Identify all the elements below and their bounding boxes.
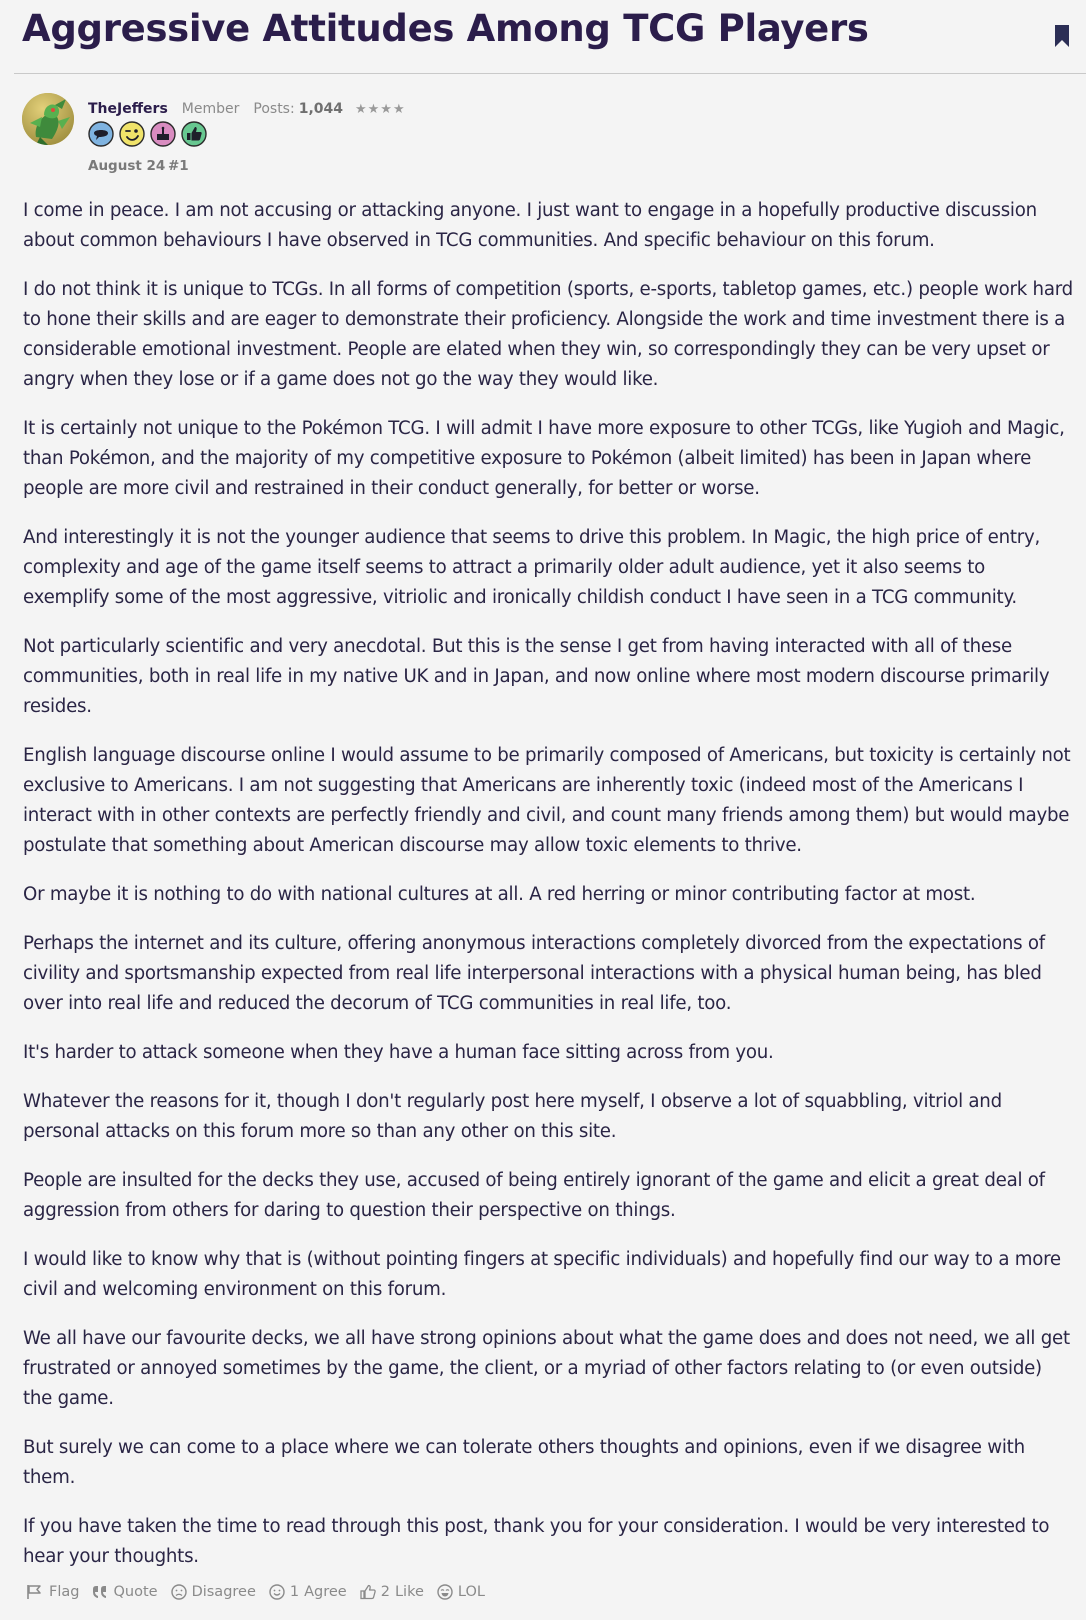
post-paragraph: Whatever the reasons for it, though I don't regularly post here myself, I observe a lot of squabbling, vitriol and personal attacks on this forum more so than any other on this site.: [23, 1091, 1002, 1142]
post-paragraph: Perhaps the internet and its culture, offering anonymous interactions completely divorced from the expectations of civility and sportsmanship expected from real life interpersonal interactions with a physical human being, has bled over into real life and reduced the decorum of TCG communities in real life, too.: [23, 933, 1045, 1014]
wink-face-badge-icon[interactable]: [119, 121, 145, 147]
post-paragraph: People are insulted for the decks they use, accused of being entirely ignorant of the game and elicit a great deal of aggression from others for daring to question their perspective on things.: [23, 1170, 1045, 1221]
thumbs-up-badge-icon[interactable]: [181, 121, 207, 147]
post-paragraph: I do not think it is unique to TCGs. In all forms of competition (sports, e-sports, tabletop games, etc.) people work hard to hone their skills and are eager to demonstrate their proficiency. Alongside the work and time investment there is a considerable emotional investment. People are elated when they win, so correspondingly they can be very upset or angry when they lose or if a game does not go the way they would like.: [23, 279, 1073, 390]
post-number[interactable]: #1: [168, 158, 189, 174]
post-date[interactable]: August 24: [88, 158, 166, 174]
speech-bubble-badge-icon[interactable]: [88, 121, 114, 147]
avatar[interactable]: [22, 93, 74, 145]
post-paragraph: English language discourse online I would assume to be primarily composed of Americans, but toxicity is certainly not exclusive to Americans. I am not suggesting that Americans are inherently toxic (indeed most of the Americans I interact with in other contexts are perfectly friendly and civil, and count many friends among them) but would maybe postulate that something about American discourse may allow toxic elements to thrive.: [23, 745, 1071, 856]
agree-count: 1: [289, 1584, 300, 1600]
laugh-icon: [437, 1584, 453, 1600]
post-paragraph: Not particularly scientific and very anecdotal. But this is the sense I get from having interacted with all of these communities, both in real life in my native UK and in Japan, and now online where most modern discourse primarily resides.: [23, 636, 1050, 717]
post-body: [23, 196, 1075, 1591]
agree-label: Agree: [304, 1584, 347, 1600]
post-paragraph: It is certainly not unique to the Pokémon TCG. I will admit I have more exposure to other TCGs, like Yugioh and Magic, than Pokémon, and the majority of my competitive exposure to Pokémon (albeit limited) has been in Japan where people are more civil and restrained in their conduct generally, for better or worse.: [23, 418, 1065, 499]
thread-header: [0, 0, 1086, 74]
posts-label: Posts:: [253, 101, 295, 117]
avatar-image: [22, 93, 74, 145]
user-stars: ★★★★: [355, 101, 406, 117]
author-meta: [88, 100, 406, 118]
lol-label: LOL: [457, 1584, 485, 1600]
agree-button[interactable]: [269, 1584, 347, 1600]
quote-button[interactable]: [92, 1584, 157, 1600]
post-paragraph: Or maybe it is nothing to do with national cultures at all. A red herring or minor contributing factor at most.: [23, 884, 976, 905]
badge-list: [88, 121, 212, 147]
thumbs-up-icon: [360, 1584, 376, 1600]
page-title: Aggressive Attitudes Among TCG Players: [22, 7, 869, 50]
lol-button[interactable]: [437, 1584, 485, 1600]
post-paragraph: But surely we can come to a place where we can tolerate others thoughts and opinions, even if we disagree with them.: [23, 1437, 1025, 1488]
flag-icon: [26, 1584, 44, 1600]
post-paragraph: I come in peace. I am not accusing or attacking anyone. I just want to engage in a hopefully productive discussion about common behaviours I have observed in TCG communities. And specific behaviour on this forum.: [23, 200, 1037, 251]
post-paragraph: If you have taken the time to read through this post, thank you for your consideration. I would be very interested to hear your thoughts.: [23, 1516, 1050, 1567]
quote-icon: [92, 1585, 108, 1599]
like-label: Like: [394, 1584, 424, 1600]
cake-badge-icon[interactable]: [150, 121, 176, 147]
like-button[interactable]: [360, 1584, 424, 1600]
posts-count: 1,044: [298, 101, 343, 117]
frown-icon: [171, 1584, 187, 1600]
post-paragraph: And interestingly it is not the younger audience that seems to drive this problem. In Magic, the high price of entry, complexity and age of the game itself seems to attract a primarily older adult audience, yet it also seems to exemplify some of the most aggressive, vitriolic and ironically childish conduct I have seen in a TCG community.: [23, 527, 1041, 608]
post-actions: [26, 1584, 498, 1600]
disagree-label: Disagree: [191, 1584, 256, 1600]
bookmark-icon[interactable]: [1053, 24, 1071, 48]
user-rank: Member: [181, 101, 240, 117]
disagree-button[interactable]: [171, 1584, 256, 1600]
post-paragraph: We all have our favourite decks, we all have strong opinions about what the game does and does not need, we all get frustrated or annoyed sometimes by the game, the client, or a myriad of other factors relating to (or even outside) the game.: [23, 1328, 1070, 1409]
header-divider: [14, 73, 1086, 74]
flag-button[interactable]: [26, 1584, 79, 1600]
smile-icon: [269, 1584, 285, 1600]
username-link[interactable]: TheJeffers: [88, 101, 168, 117]
like-count: 2: [380, 1584, 390, 1600]
post-paragraph: It's harder to attack someone when they have a human face sitting across from you.: [23, 1042, 774, 1063]
quote-label: Quote: [113, 1584, 158, 1600]
flag-label: Flag: [49, 1584, 80, 1600]
post-paragraph: I would like to know why that is (without pointing fingers at specific individuals) and hopefully find our way to a more civil and welcoming environment on this forum.: [23, 1249, 1061, 1300]
